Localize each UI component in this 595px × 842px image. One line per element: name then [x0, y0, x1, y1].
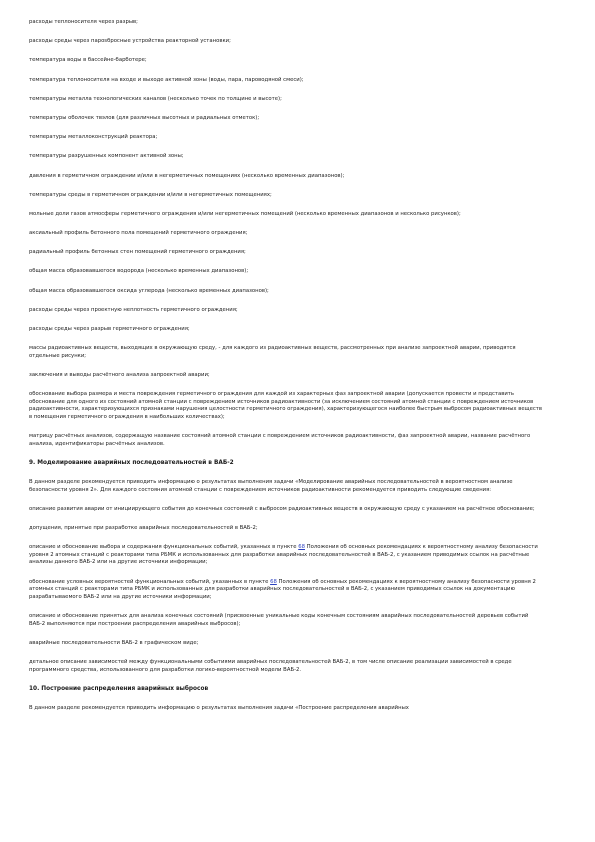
- paragraph: детальное описание зависимостей между функциональными событиями аварийных последовательностей ВАБ-2, в том числе описание реализации зависимостей в среде программного средства, использованного для разработки логико-вероятностной модели ВАБ-2.: [29, 658, 512, 673]
- clause-link[interactable]: 68: [270, 578, 277, 585]
- paragraph: расходы теплоносителя через разрыв;: [29, 19, 138, 25]
- paragraph-text: Положения об основных рекомендациях к вероятностному анализу безопасности уровня 2 атомных станций с реакторами типа РБМК и использованных для разработки аварийных последовательностей в ВАБ-2, с указанием приводимых ссылок на расчётные анализы данного ВАБ-2 или на другие источники информации;: [29, 544, 538, 566]
- paragraph: температуры разрушенных компонент активной зоны;: [29, 153, 184, 160]
- paragraph-text: Положения об основных рекомендациях к вероятностному анализу безопасности уровня 2 атомных станций с реакторами типа РБМК и использованных для разработки аварийных последовательностей в ВАБ-2, с указанием приводимых ссылок на документацию разрабатываемого ВАБ-2 или на другие источники информации;: [29, 578, 536, 600]
- paragraph: расходы среды через парosбросные устройства реакторной установки;: [29, 38, 231, 45]
- paragraph: температура воды в бассейне-барботере;: [29, 57, 147, 64]
- section-heading: 10. Построение распределения аварийных выбросов: [29, 685, 209, 692]
- paragraph: матрицу расчётных анализов, содержащую название состояний атомной станции с повреждением источников радиоактивности, фаз запроектной аварии, название расчётного анализа, идентификаторы расчётных анализов.: [29, 433, 531, 447]
- paragraph: мольные доли газов атмосферы герметичного ограждения и/или негерметичных помещений (несколько временных диапазонов и несколько рисунков);: [29, 210, 461, 217]
- paragraph: аварийные последовательности ВАБ-2 в графическом виде;: [29, 639, 199, 646]
- paragraph: температуры металла технологических каналов (несколько точек по толщине и высоте);: [29, 95, 282, 102]
- paragraph: описание и обоснование принятых для анализа конечных состояний (присвоенные уникальные коды конечным состояниям аварийных последовательностей деревьев событий ВАБ-2 выполняются при построении распределения аварийных выбросов);: [29, 613, 529, 627]
- paragraph: температура теплоносителя на входе и выходе активной зоны (воды, пара, пароводяной смеси);: [29, 76, 304, 83]
- paragraph: описание развития аварии от инициирующего события до конечных состояний с выбросом радиоактивных веществ в окружающую среду с указанием на расчётное обоснование;: [29, 505, 535, 512]
- paragraph: расходы среды через проектную неплотность герметичного ограждения;: [29, 306, 238, 313]
- section-heading: 9. Моделирование аварийных последовательностей в ВАБ-2: [29, 459, 234, 466]
- paragraph: [29, 579, 543, 602]
- paragraph: [29, 544, 543, 567]
- paragraph: заключения и выводы расчётного анализа запроектной аварии;: [29, 371, 210, 378]
- paragraph: расходы среды через разрыв герметичного ограждения;: [29, 326, 190, 332]
- clause-link[interactable]: 68: [298, 544, 305, 551]
- paragraph: массы радиоактивных веществ, выходящих в окружающую среду, - для каждого из радиоактивных веществ, рассмотренных при анализе запроектной аварии, приводятся отдельные рисунки;: [29, 345, 516, 359]
- paragraph: В данном разделе рекомендуется приводить информацию о результатах выполнения задачи «Моделирование аварийных последовательностей в вероятностном анализе безопасности уровня 2». Для каждого состояния атомной станции с повреждением источников радиоактивности рекомендуется приводить следующие сведения:: [29, 479, 513, 493]
- paragraph-text: описание и обоснование выбора и содержания функциональных событий, указанных в пункте: [29, 544, 299, 551]
- paragraph: радиальный профиль бетонных стен помещений герметичного ограждения;: [29, 249, 246, 256]
- paragraph: В данном разделе рекомендуется приводить информацию о результатах выполнения задачи «Построение распределения аварийных: [29, 704, 409, 711]
- paragraph: температуры оболочек твэлов (для различных высотных и радиальных отметок);: [29, 114, 260, 121]
- paragraph: температуры среды в герметичном ограждении и/или в негерметичных помещениях;: [29, 191, 272, 198]
- paragraph: аксиальный профиль бетонного пола помещений герметичного ограждения;: [29, 230, 248, 237]
- paragraph: обоснование выбора размера и места повреждения герметичного ограждения для каждой из характерных фаз запроектной аварии (допускается провести и представить обоснование для одного из состояний атомной станции с повреждением источников радиоактивности (за исключением состояний атомной станции с повреждением источников радиоактивности, характеризующихся признаками нарушения целостности герметичного ограждения), характеризующегося наиболее быстрым выбросом радиоактивных веществ в помещения герметичного ограждения в наибольших количествах);: [29, 391, 542, 420]
- paragraph: общая масса образовавшегося водорода (несколько временных диапазонов);: [29, 268, 249, 275]
- paragraph-text: обоснование условных вероятностей функциональных событий, указанных в пункте: [29, 578, 271, 585]
- paragraph: температуры металлоконструкций реактора;: [29, 134, 158, 141]
- paragraph: общая масса образовавшегося оксида углерода (несколько временных диапазонов);: [29, 287, 269, 294]
- paragraph: давления в герметичном ограждении и/или в негерметичных помещениях (несколько временных диапазонов);: [29, 172, 345, 179]
- paragraph: допущения, принятые при разработке аварийных последовательностей в ВАБ-2;: [29, 525, 258, 532]
